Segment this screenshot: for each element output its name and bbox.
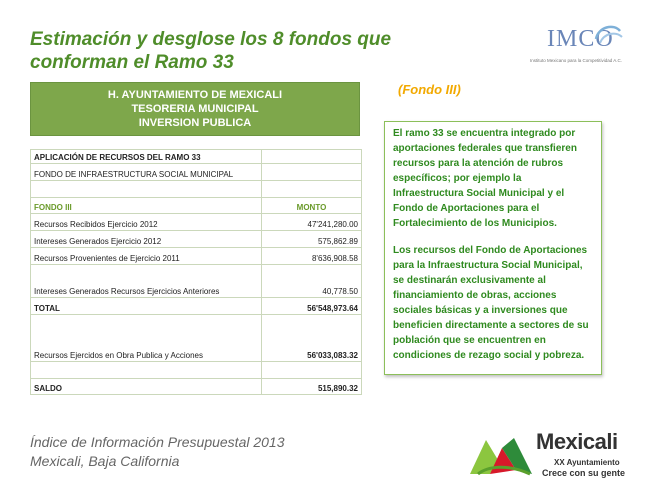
- row-concept: Intereses Generados Ejercicio 2012: [31, 231, 262, 248]
- row-amount: 47'241,280.00: [262, 214, 362, 231]
- table-heading-2: FONDO DE INFRAESTRUCTURA SOCIAL MUNICIPAL: [31, 164, 262, 181]
- table-row: [31, 231, 362, 248]
- row-concept: Recursos Provenientes de Ejercicio 2011: [31, 248, 262, 265]
- financial-table: [30, 149, 362, 395]
- column-header-amount: MONTO: [262, 198, 362, 214]
- mexicali-logo-word: Mexicali: [536, 429, 618, 454]
- footer: [30, 433, 285, 471]
- table-heading-row: [31, 150, 362, 164]
- table-column-header-row: [31, 198, 362, 214]
- table-spacer-row: [31, 362, 362, 379]
- balance-label: SALDO: [31, 379, 262, 395]
- row-concept: Recursos Recibidos Ejercicio 2012: [31, 214, 262, 231]
- mexicali-mark-icon: [468, 430, 534, 482]
- row-amount: 575,862.89: [262, 231, 362, 248]
- mexicali-logo-sub2: Crece con su gente: [542, 468, 626, 478]
- fondo-label: (Fondo III): [398, 82, 461, 97]
- spent-label: Recursos Ejercidos en Obra Publica y Acciones: [31, 315, 262, 362]
- mexicali-logo-sub1: XX Ayuntamiento: [554, 458, 620, 467]
- header-box: [30, 82, 360, 136]
- row-concept: Intereses Generados Recursos Ejercicios Anteriores: [31, 265, 262, 298]
- info-paragraph-2: Los recursos del Fondo de Aportaciones para la Infraestructura Social Municipal, se destinarán exclusivamente al financiamiento de obras, acciones sociales básicas y a inversiones que beneficien directamente a sectores de su población que se encuentren en condiciones de rezago social y pobreza.: [393, 245, 589, 361]
- row-amount: 40,778.50: [262, 265, 362, 298]
- table-heading-row-2: [31, 164, 362, 181]
- header-line-3: INVERSION PUBLICA: [138, 117, 252, 129]
- table-row: [31, 248, 362, 265]
- header-line-1: H. AYUNTAMIENTO DE MEXICALI: [107, 89, 283, 101]
- header-line-2: TESORERIA MUNICIPAL: [131, 103, 259, 115]
- table-heading-1: APLICACIÓN DE RECURSOS DEL RAMO 33: [31, 150, 262, 164]
- spent-amount: 56'033,083.32: [262, 315, 362, 362]
- column-header-concept: FONDO III: [31, 198, 262, 214]
- table-row: [31, 214, 362, 231]
- info-box: [384, 121, 602, 375]
- imco-subtitle: Instituto Mexicano para la Competitividad A.C.: [530, 58, 623, 63]
- table-balance-row: [31, 379, 362, 395]
- mexicali-logo: [468, 428, 648, 484]
- row-amount: 8'636,908.58: [262, 248, 362, 265]
- imco-logo-text: IMCO: [547, 26, 614, 52]
- imco-logo: [530, 18, 630, 68]
- total-amount: 56'548,973.64: [262, 298, 362, 315]
- table-total-row: [31, 298, 362, 315]
- table-row: [31, 265, 362, 298]
- info-paragraph-1: El ramo 33 se encuentra integrado por aportaciones federales que transfieren recursos para la atención de rubros específicos; por ejemplo la Infraestructura Social Municipal y el Fondo de Aportaciones para el Fortalecimiento de los Municipios.: [393, 128, 577, 229]
- imco-swirl-icon: [592, 21, 626, 51]
- footer-line-2: Mexicali, Baja California: [30, 453, 180, 469]
- footer-line-1: Índice de Información Presupuestal 2013: [30, 434, 285, 450]
- table-spent-row: [31, 315, 362, 362]
- total-label: TOTAL: [31, 298, 262, 315]
- balance-amount: 515,890.32: [262, 379, 362, 395]
- page-title: Estimación y desglose los 8 fondos que conforman el Ramo 33: [30, 29, 392, 73]
- table-spacer-row: [31, 181, 362, 198]
